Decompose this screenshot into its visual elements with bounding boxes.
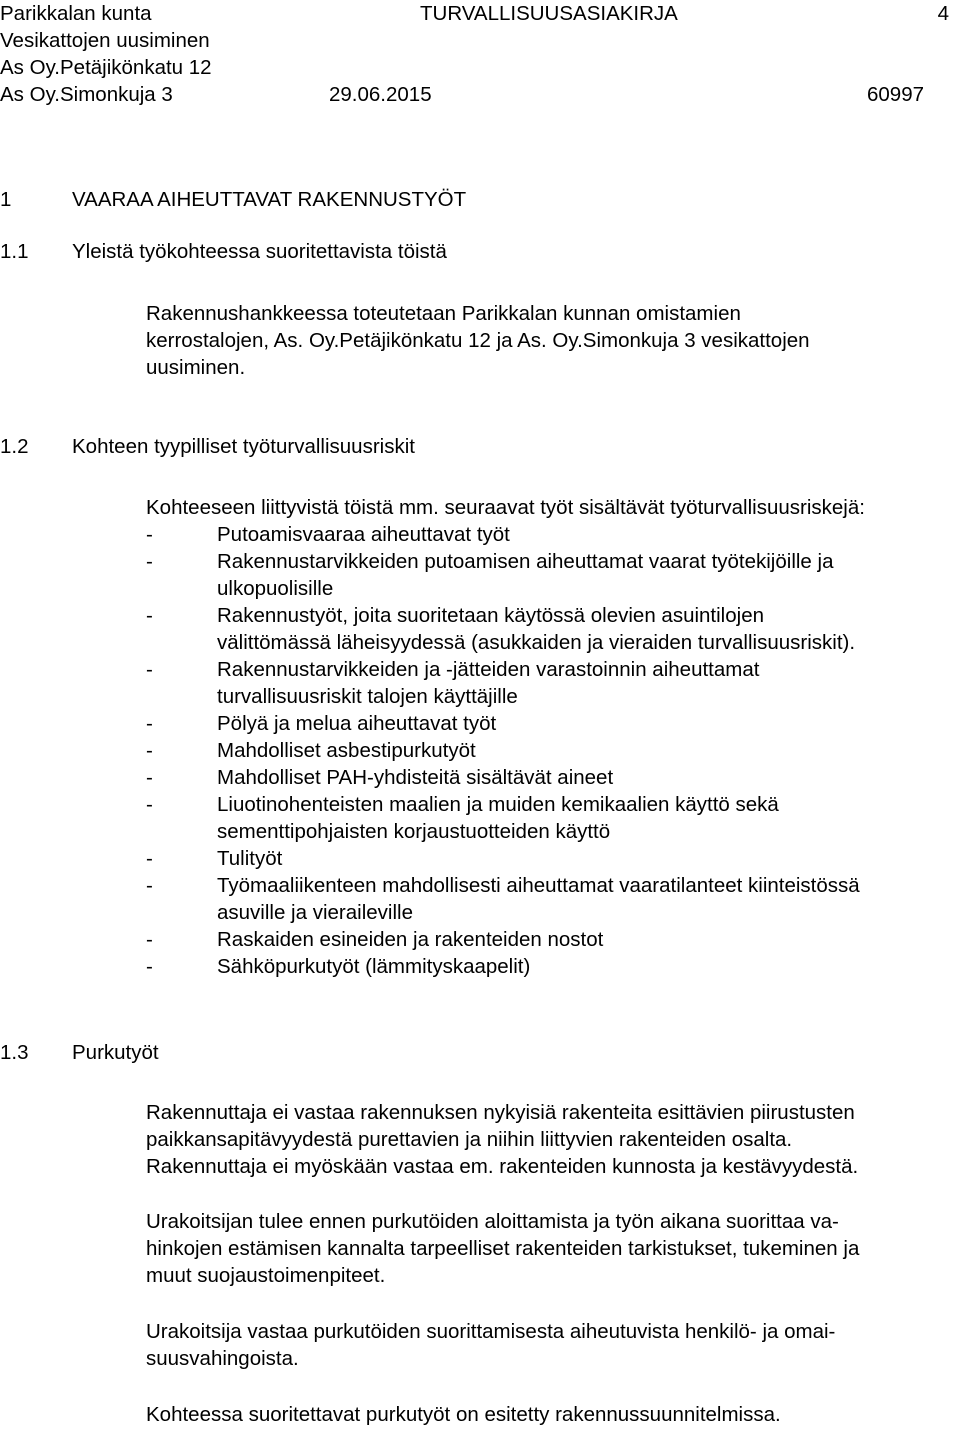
body-line: hinkojen estämisen kannalta tarpeelliset rakenteiden tarkistukset, tukeminen ja bbox=[146, 1237, 860, 1260]
list-item: - Mahdolliset PAH-yhdisteitä sisältävät aineet bbox=[146, 766, 614, 789]
section-number: 1.3 bbox=[0, 1041, 29, 1064]
section-title: VAARAA AIHEUTTAVAT RAKENNUSTYÖT bbox=[72, 188, 467, 211]
section-1-3-paragraph-2 bbox=[146, 1208, 960, 1289]
list-item: - Raskaiden esineiden ja rakenteiden nostot bbox=[146, 928, 604, 951]
body-line: Rakennuttaja ei myöskään vastaa em. rakenteiden kunnosta ja kestävyydestä. bbox=[146, 1155, 859, 1178]
section-1-heading bbox=[0, 186, 960, 213]
section-1-2-body bbox=[146, 494, 960, 980]
list-item: - Työmaaliikenteen mahdollisesti aiheuttamat vaaratilanteet kiinteistössä asuville ja vieraileville bbox=[146, 874, 860, 924]
list-item: - Sähköpurkutyöt (lämmityskaapelit) bbox=[146, 955, 531, 978]
risk-list bbox=[146, 521, 960, 980]
body-line: Kohteessa suoritettavat purkutyöt on esitetty rakennussuunnitelmissa. bbox=[146, 1403, 781, 1426]
list-item: - Pölyä ja melua aiheuttavat työt bbox=[146, 712, 497, 735]
document-number: 60997 bbox=[866, 83, 924, 106]
section-number: 1.1 bbox=[0, 240, 29, 263]
list-item: - Rakennustarvikkeiden ja -jätteiden varastoinnin aiheuttamat turvallisuusriskit talojen käyttäjille bbox=[146, 658, 760, 708]
list-item: - Rakennustarvikkeiden putoamisen aiheuttamat vaarat työtekijöille ja ulkopuolisille bbox=[146, 550, 834, 600]
body-line: Rakennuttaja ei vastaa rakennuksen nykyisiä rakenteita esittävien piirustusten bbox=[146, 1101, 855, 1124]
body-line: uusiminen. bbox=[146, 356, 246, 379]
list-item: - Liuotinohenteisten maalien ja muiden kemikaalien käyttö sekä sementtipohjaisten korjaustuotteiden käyttö bbox=[146, 793, 779, 843]
risk-intro: Kohteeseen liittyvistä töistä mm. seuraavat työt sisältävät työturvallisuusriskejä: bbox=[146, 496, 865, 519]
section-number: 1.2 bbox=[0, 435, 29, 458]
document-date: 29.06.2015 bbox=[329, 83, 432, 106]
list-item: - Rakennustyöt, joita suoritetaan käytössä olevien asuintilojen välittömässä läheisyydessä (asukkaiden ja vieraiden turvallisuusriskit). bbox=[146, 604, 856, 654]
body-line: muut suojaustoimenpiteet. bbox=[146, 1264, 386, 1287]
body-line: Urakoitsijan tulee ennen purkutöiden aloittamista ja työn aikana suorittaa va- bbox=[146, 1210, 839, 1233]
list-item: - Tulityöt bbox=[146, 847, 283, 870]
section-1-2-heading bbox=[0, 433, 960, 460]
section-1-3-paragraph-4 bbox=[146, 1401, 960, 1428]
body-line: paikkansapitävyydestä purettavien ja niihin liittyvien rakenteiden osalta. bbox=[146, 1128, 793, 1151]
section-1-3-paragraph-3 bbox=[146, 1318, 960, 1372]
section-number: 1 bbox=[0, 188, 12, 211]
project-name: Vesikattojen uusiminen bbox=[0, 29, 210, 52]
section-title: Kohteen tyypilliset työturvallisuusriskit bbox=[72, 435, 415, 458]
section-1-3-heading bbox=[0, 1039, 960, 1066]
list-item: - Mahdolliset asbestipurkutyöt bbox=[146, 739, 476, 762]
section-title: Yleistä työkohteessa suoritettavista töistä bbox=[72, 240, 447, 263]
section-title: Purkutyöt bbox=[72, 1041, 159, 1064]
municipality-name: Parikkalan kunta bbox=[0, 2, 152, 25]
section-1-3-paragraph-1 bbox=[146, 1099, 960, 1180]
site-address-2: As Oy.Simonkuja 3 bbox=[0, 83, 173, 106]
body-line: suusvahingoista. bbox=[146, 1347, 299, 1370]
document-type: TURVALLISUUSASIAKIRJA bbox=[420, 2, 678, 25]
section-1-1-heading bbox=[0, 238, 960, 265]
section-1-1-body bbox=[146, 300, 958, 381]
page-number: 4 bbox=[937, 2, 949, 25]
body-line: kerrostalojen, As. Oy.Petäjikönkatu 12 ja As. Oy.Simonkuja 3 vesikattojen bbox=[146, 329, 810, 352]
list-item: - Putoamisvaaraa aiheuttavat työt bbox=[146, 523, 510, 546]
site-address-1: As Oy.Petäjikönkatu 12 bbox=[0, 56, 212, 79]
body-line: Urakoitsija vastaa purkutöiden suorittamisesta aiheutuvista henkilö- ja omai- bbox=[146, 1320, 836, 1343]
body-line: Rakennushankkeessa toteutetaan Parikkalan kunnan omistamien bbox=[146, 302, 741, 325]
